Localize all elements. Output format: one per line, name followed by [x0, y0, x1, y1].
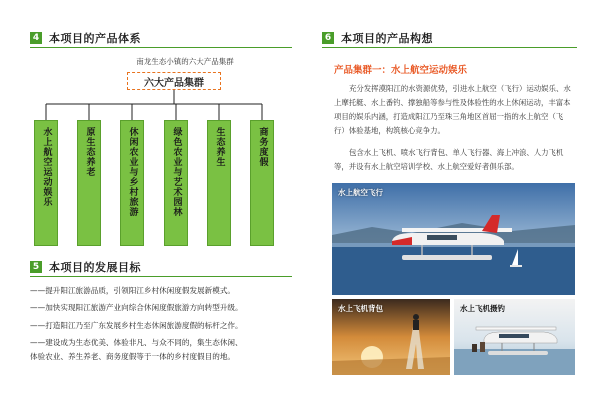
- section-divider: [30, 276, 292, 277]
- goal-item: ——加快实现阳江旅游产业向综合休闲度假旅游方向转型升级。: [30, 303, 243, 312]
- product-label: 商务度假: [257, 127, 268, 167]
- seaplane-photo: [332, 183, 575, 295]
- section-number: 6: [322, 32, 334, 44]
- goal-item: ——建设成为生态优美、体验非凡、与众不同的，集生态休闲、: [30, 338, 243, 347]
- product-box: [250, 120, 274, 246]
- section-number: 5: [30, 261, 42, 273]
- product-box: [164, 120, 188, 246]
- product-label: 水上航空运动娱乐: [41, 127, 52, 207]
- goal-item: 体验农业、养生养老、商务度假等于一体的乡村度假目的地。: [30, 352, 236, 361]
- section-title: 本项目的产品构想: [341, 32, 433, 45]
- photo-caption: 水上飞机摄钓: [460, 304, 505, 313]
- section-5-header: [30, 260, 141, 274]
- section-6-header: [322, 31, 433, 45]
- product-cluster-subtitle: 产品集群一：水上航空运动娱乐: [334, 65, 468, 76]
- seaplane-fishing-photo: [454, 299, 575, 375]
- product-box: [120, 120, 144, 246]
- photo-caption: 水上航空飞行: [338, 188, 383, 197]
- section-number: 4: [30, 32, 42, 44]
- section-divider: [30, 47, 292, 48]
- product-box: [207, 120, 231, 246]
- photo-caption: 水上飞机背包: [338, 304, 383, 313]
- goal-item: ——提升阳江旅游品质，引领阳江乡村休闲度假发展新模式。: [30, 286, 236, 295]
- product-label: 休闲农业与乡村旅游: [127, 127, 138, 217]
- group-caption: 南龙生态小镇的六大产品集群: [136, 57, 234, 66]
- product-label: 绿色农业与艺术园林: [171, 127, 182, 217]
- seaplane-illustration: [332, 183, 575, 295]
- intro-paragraph: 充分发挥漠阳江的水资源优势，引进水上航空（飞行）运动娱乐、水上摩托艇、水上番钓、撑独船等参与性及体验性的水上休闲运动，丰富本项目的娱乐内涵，打造成阳江乃至珠三角地区首屈一指的水上航空（飞行）体验基地，构筑核心竞争力。: [334, 84, 571, 135]
- goal-item: ——打造阳江乃至广东发展乡村生态休闲旅游度假的标杆之作。: [30, 321, 243, 330]
- product-box: [34, 120, 58, 246]
- product-box: [77, 120, 101, 246]
- product-label: 生态养生: [214, 127, 225, 167]
- section-title: 本项目的产品体系: [49, 32, 141, 45]
- jetpack-photo: [332, 299, 450, 375]
- section-title: 本项目的发展目标: [49, 261, 141, 274]
- detail-paragraph: 包含水上飞机、喷水飞行背包、单人飞行器、海上冲浪、人力飞机等，并设有水上航空培训学校、水上航空爱好者俱乐部。: [334, 148, 564, 171]
- section-divider: [322, 47, 577, 48]
- group-box: 六大产品集群: [127, 72, 221, 90]
- section-4-header: [30, 31, 141, 45]
- product-label: 原生态养老: [84, 127, 95, 177]
